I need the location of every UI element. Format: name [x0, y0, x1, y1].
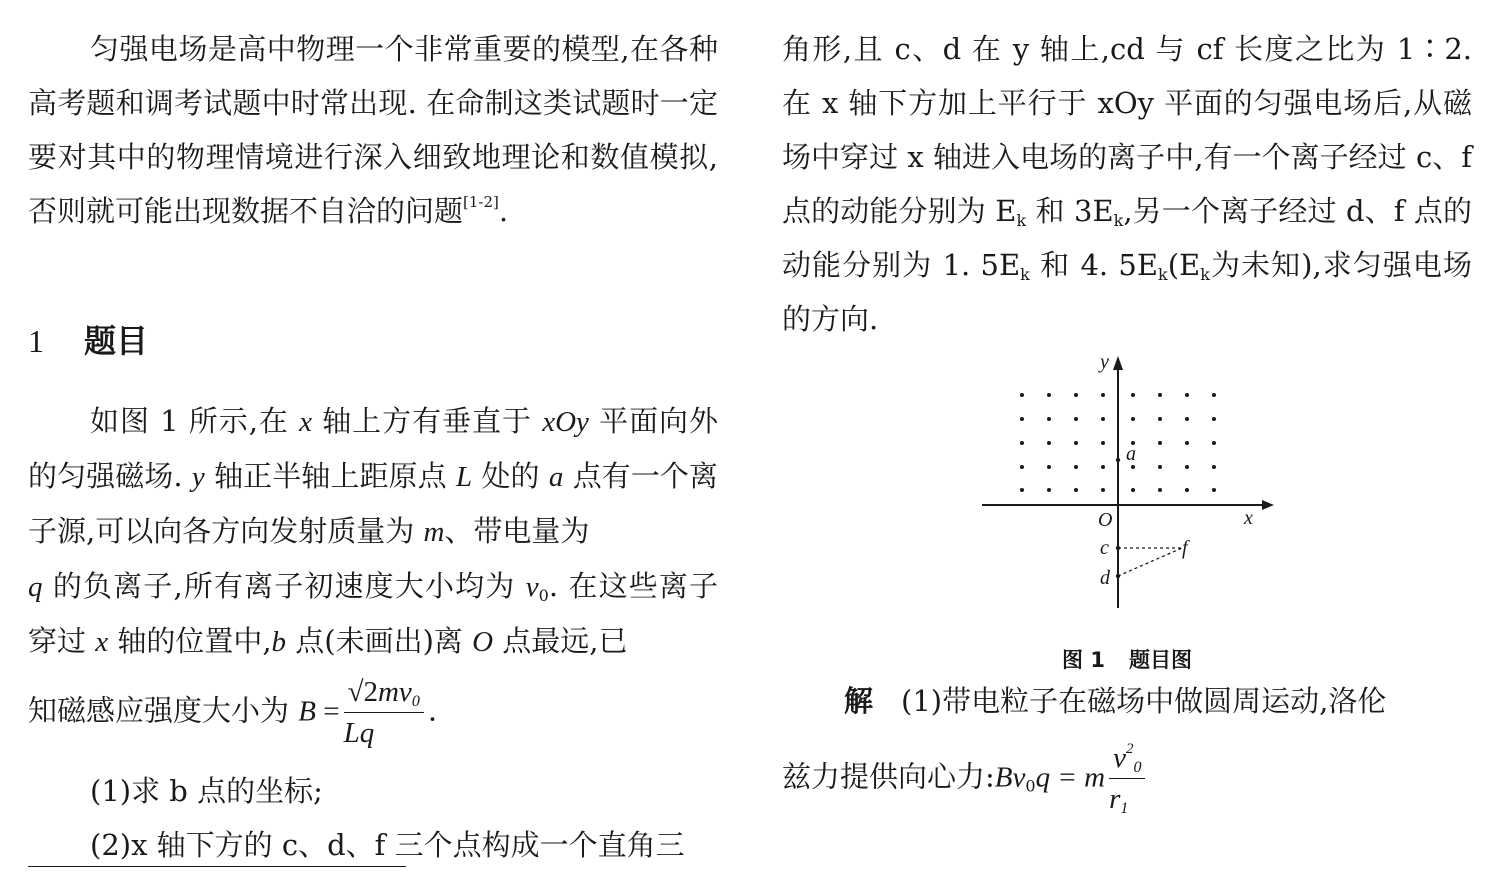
eq-frac-num: v	[1113, 742, 1126, 774]
field-dot	[1101, 488, 1105, 492]
figure-title: 题目图	[1128, 648, 1192, 672]
problem-text-5: 处的	[481, 459, 540, 493]
question-1-text: (1)求 b 点的坐标;	[90, 774, 323, 808]
section-heading	[28, 316, 148, 362]
field-strength-end: .	[427, 693, 438, 728]
problem-text-11: 点(未画出)离	[295, 624, 463, 658]
intro-end: .	[498, 194, 509, 228]
field-dot	[1101, 441, 1105, 445]
point-c	[1116, 546, 1120, 550]
field-dot	[1074, 488, 1078, 492]
question-2	[28, 818, 718, 872]
point-a	[1116, 458, 1120, 462]
field-dot	[1185, 488, 1189, 492]
var-x-2: x	[95, 626, 109, 658]
sub-k-2: k	[1113, 211, 1124, 230]
problem-text-10: 轴的位置中,	[117, 624, 272, 658]
var-o: O	[472, 626, 494, 658]
sub-k-4: k	[1158, 265, 1168, 284]
question-1	[28, 764, 718, 818]
continuation-text-1: 角形,且 c、d 在 y 轴上,cd 与 cf 长度之比为 1∶2. 在 x 轴下方加上平行于 xOy 平面的匀强电场后,从磁场中穿过 x 轴进入电场的离子中,有一个离子经过 c、f 点的动能分别为 E	[782, 32, 1472, 228]
field-dot	[1047, 393, 1051, 397]
sub-k-5: k	[1200, 265, 1210, 284]
continuation-text-3: ,另一个离子经过 d、f 点的动能分别为 1. 5E	[782, 194, 1473, 282]
fraction-numerator-sub: 0	[411, 693, 420, 710]
intro-reference: [1-2]	[463, 193, 499, 211]
var-b-field: B	[298, 695, 316, 728]
field-dot	[1047, 441, 1051, 445]
var-m: m	[423, 516, 445, 548]
eq-frac-den: r	[1109, 783, 1121, 815]
problem-text-4: 轴正半轴上距原点	[214, 459, 447, 493]
label-d: d	[1100, 567, 1110, 589]
var-l: L	[456, 461, 473, 493]
field-dot	[1158, 465, 1162, 469]
field-dot	[1212, 488, 1216, 492]
var-q: q	[28, 571, 43, 603]
segment-df	[1118, 548, 1182, 576]
var-v: v	[525, 571, 539, 603]
solution-equation-line	[782, 738, 1472, 819]
equation-lhs-q: q	[1035, 761, 1051, 794]
problem-text-12: 点最远,已	[502, 624, 628, 658]
solution-paragraph	[782, 674, 1472, 728]
field-dot	[1212, 417, 1216, 421]
field-dot	[1185, 393, 1189, 397]
fraction-denominator: Lq	[343, 717, 375, 749]
field-dot	[1131, 488, 1135, 492]
intro-paragraph	[28, 22, 718, 238]
field-dot	[1131, 393, 1135, 397]
label-o: O	[1098, 509, 1113, 531]
label-a: a	[1126, 443, 1136, 465]
equation-equals: = m	[1050, 761, 1106, 794]
field-strength-text: 知磁感应强度大小为	[28, 693, 290, 728]
equation-lhs: Bv	[994, 761, 1026, 794]
problem-figure	[982, 348, 1282, 610]
field-dot	[1131, 465, 1135, 469]
label-y: y	[1100, 351, 1109, 373]
solution-text-2: 兹力提供向心力:	[782, 759, 995, 794]
solution-text: (1)带电粒子在磁场中做圆周运动,洛伦	[901, 684, 1387, 718]
field-dot	[1101, 465, 1105, 469]
footnote-rule	[28, 866, 406, 867]
problem-text-1: 如图 1 所示,在	[90, 404, 289, 438]
label-x: x	[1244, 507, 1253, 529]
eq-frac-num-sub: 0	[1133, 759, 1142, 776]
section-title: 题目	[84, 322, 149, 360]
field-dot	[1020, 441, 1024, 445]
equals-sign: =	[315, 695, 340, 728]
figure-caption	[782, 644, 1472, 674]
equation-lhs-sub: 0	[1025, 776, 1036, 796]
problem-text-2: 轴上方有垂直于	[322, 404, 533, 438]
eq-frac-num-sup: 2	[1125, 741, 1134, 757]
figure-number: 图 1	[1062, 648, 1105, 672]
field-dot	[1185, 417, 1189, 421]
field-dot	[1212, 393, 1216, 397]
field-dot	[1158, 417, 1162, 421]
sub-k-3: k	[1020, 265, 1030, 284]
var-x: x	[299, 406, 312, 438]
label-f: f	[1182, 537, 1188, 559]
field-dot	[1212, 441, 1216, 445]
question-2-text: (2)x 轴下方的 c、d、f 三个点构成一个直角三	[90, 828, 685, 862]
field-dot	[1020, 417, 1024, 421]
problem-text-9: . 在这些离子穿过	[28, 569, 719, 658]
field-dot	[1212, 465, 1216, 469]
intro-text: 匀强电场是高中物理一个非常重要的模型,在各种高考题和调考试题中时常出现. 在命制这类试题时一定要对其中的物理情境进行深入细致地理论和数值模拟,否则就可能出现数据不自洽的问题	[28, 32, 718, 228]
continuation-text-2: 和 3E	[1026, 194, 1114, 228]
field-dot	[1074, 465, 1078, 469]
field-dot	[1020, 465, 1024, 469]
problem-text-3: 平面向外的匀强磁场.	[28, 404, 719, 493]
field-dot	[1101, 417, 1105, 421]
var-b: b	[271, 626, 287, 658]
problem-text-7: 、带电量为	[444, 514, 590, 548]
field-dot	[1158, 393, 1162, 397]
section-number: 1	[28, 323, 44, 359]
field-dot	[1047, 488, 1051, 492]
sqrt-two: √2	[347, 676, 378, 708]
field-dot	[1020, 393, 1024, 397]
var-v-sub: 0	[538, 586, 549, 605]
field-dot	[1074, 393, 1078, 397]
field-dot	[1047, 417, 1051, 421]
field-dot	[1074, 417, 1078, 421]
point-d	[1116, 574, 1120, 578]
continuation-text-4: 和 4. 5E	[1029, 248, 1159, 282]
field-strength-line	[28, 672, 718, 753]
field-dot	[1158, 441, 1162, 445]
x-axis-arrow	[1262, 500, 1274, 510]
field-dot	[1185, 465, 1189, 469]
problem-continuation	[782, 22, 1472, 346]
var-y: y	[191, 461, 205, 493]
field-dot	[1074, 441, 1078, 445]
sub-k-1: k	[1016, 211, 1027, 230]
field-dot	[1101, 393, 1105, 397]
eq-frac-den-sub: 1	[1120, 800, 1129, 817]
continuation-text-5: (E	[1167, 248, 1201, 282]
field-dot	[1158, 488, 1162, 492]
equation-fraction	[1109, 738, 1145, 819]
continuation-text-6: 为未知),求匀强电场的方向.	[782, 248, 1472, 336]
label-c: c	[1100, 537, 1109, 559]
var-xoy: xOy	[542, 406, 589, 438]
field-strength-fraction	[344, 672, 424, 753]
problem-text-6: 点有一个离子源,可以向各方向发射质量为	[28, 459, 718, 548]
fraction-numerator: mv	[377, 676, 412, 708]
field-dot	[1047, 465, 1051, 469]
field-dot	[1131, 417, 1135, 421]
problem-paragraph	[28, 394, 718, 669]
field-dot	[1185, 441, 1189, 445]
y-axis-arrow	[1113, 356, 1123, 370]
problem-text-8: 的负离子,所有离子初速度大小均为	[52, 569, 516, 603]
field-dot	[1020, 488, 1024, 492]
var-a: a	[548, 461, 564, 493]
solution-label: 解	[844, 684, 874, 718]
